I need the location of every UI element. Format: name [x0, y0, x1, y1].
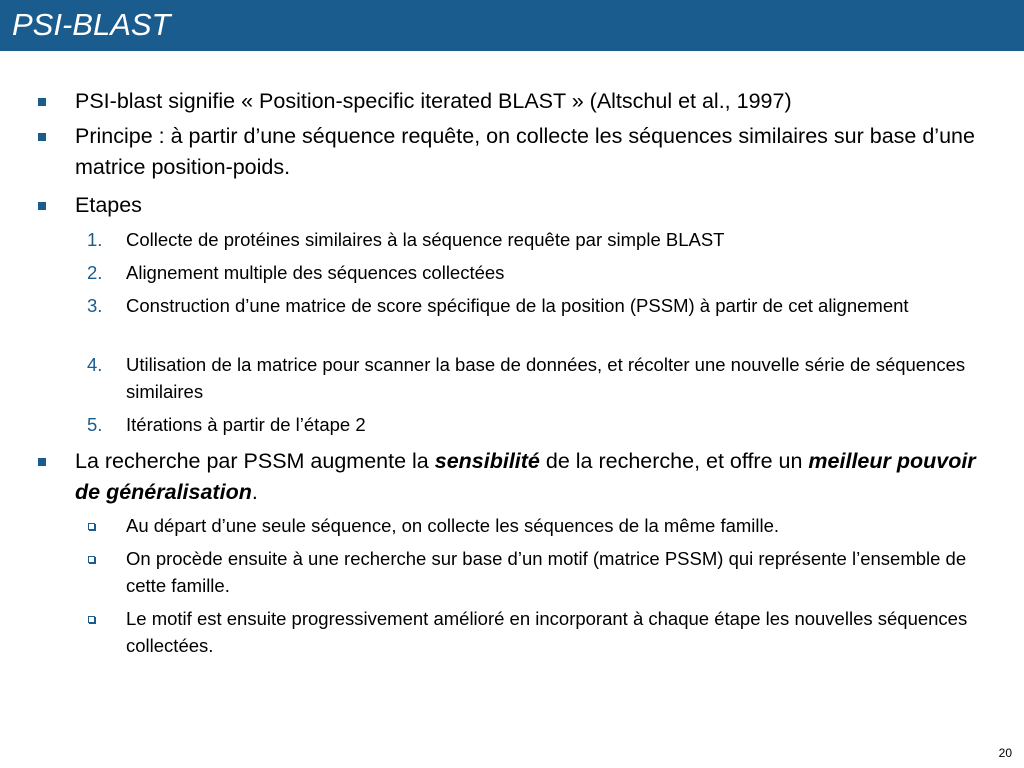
bullet-text-part: La recherche par PSSM augmente la: [75, 449, 435, 473]
bullet-item: [75, 190, 985, 221]
bullet-text-part: de la recherche, et offre un: [539, 449, 809, 473]
step-number: 1.: [87, 229, 103, 250]
bullet-text: Principe : à partir d’une séquence requête, on collecte les séquences similaires sur base d’une matrice position-poids.: [75, 124, 975, 179]
step-text: Itérations à partir de l’étape 2: [126, 414, 366, 435]
square-bullet-icon: [38, 98, 46, 106]
bullet-item: [75, 446, 985, 508]
sub-point: [126, 512, 986, 539]
sub-point-text: On procède ensuite à une recherche sur base d’un motif (matrice PSSM) qui représente l’ensemble de cette famille.: [126, 548, 967, 596]
emphasis-sensibilite: sensibilité: [434, 449, 540, 473]
step-number: 2.: [87, 262, 103, 283]
emphasis-generalisation: meilleur pouvoir de généralisation: [75, 449, 976, 504]
step-item: [87, 259, 986, 286]
bullet-text-part: .: [251, 480, 258, 504]
step-number: 3.: [87, 295, 103, 316]
sub-point-text: Au départ d’une seule séquence, on collecte les séquences de la même famille.: [126, 515, 780, 536]
sub-point: [126, 605, 986, 659]
step-item: [87, 351, 986, 405]
hollow-square-bullet-icon: [88, 523, 95, 530]
title-bar: [0, 0, 1024, 51]
step-number: 5.: [87, 414, 103, 435]
square-bullet-icon: [38, 133, 46, 141]
bullet-text: Etapes: [75, 193, 142, 217]
bullet-text: PSI-blast signifie « Position-specific iterated BLAST » (Altschul et al., 1997): [75, 89, 792, 113]
step-text: Construction d’une matrice de score spécifique de la position (PSSM) à partir de cet alignement: [126, 295, 909, 316]
step-item: [87, 226, 986, 253]
step-item: [87, 411, 986, 438]
sub-point: [126, 545, 986, 599]
bullet-item: [75, 86, 985, 117]
step-text: Alignement multiple des séquences collectées: [126, 262, 505, 283]
step-text: Utilisation de la matrice pour scanner la base de données, et récolter une nouvelle série de séquences similaires: [126, 354, 966, 402]
hollow-square-bullet-icon: [88, 616, 95, 623]
page-number: 20: [998, 746, 1012, 760]
square-bullet-icon: [38, 458, 46, 466]
sub-point-text: Le motif est ensuite progressivement amélioré en incorporant à chaque étape les nouvelles séquences collectées.: [126, 608, 968, 656]
step-item: [87, 292, 986, 319]
step-number: 4.: [87, 354, 103, 375]
bullet-item: [75, 121, 985, 183]
slide-title: PSI-BLAST: [12, 7, 171, 42]
step-text: Collecte de protéines similaires à la séquence requête par simple BLAST: [126, 229, 725, 250]
hollow-square-bullet-icon: [88, 556, 95, 563]
square-bullet-icon: [38, 202, 46, 210]
